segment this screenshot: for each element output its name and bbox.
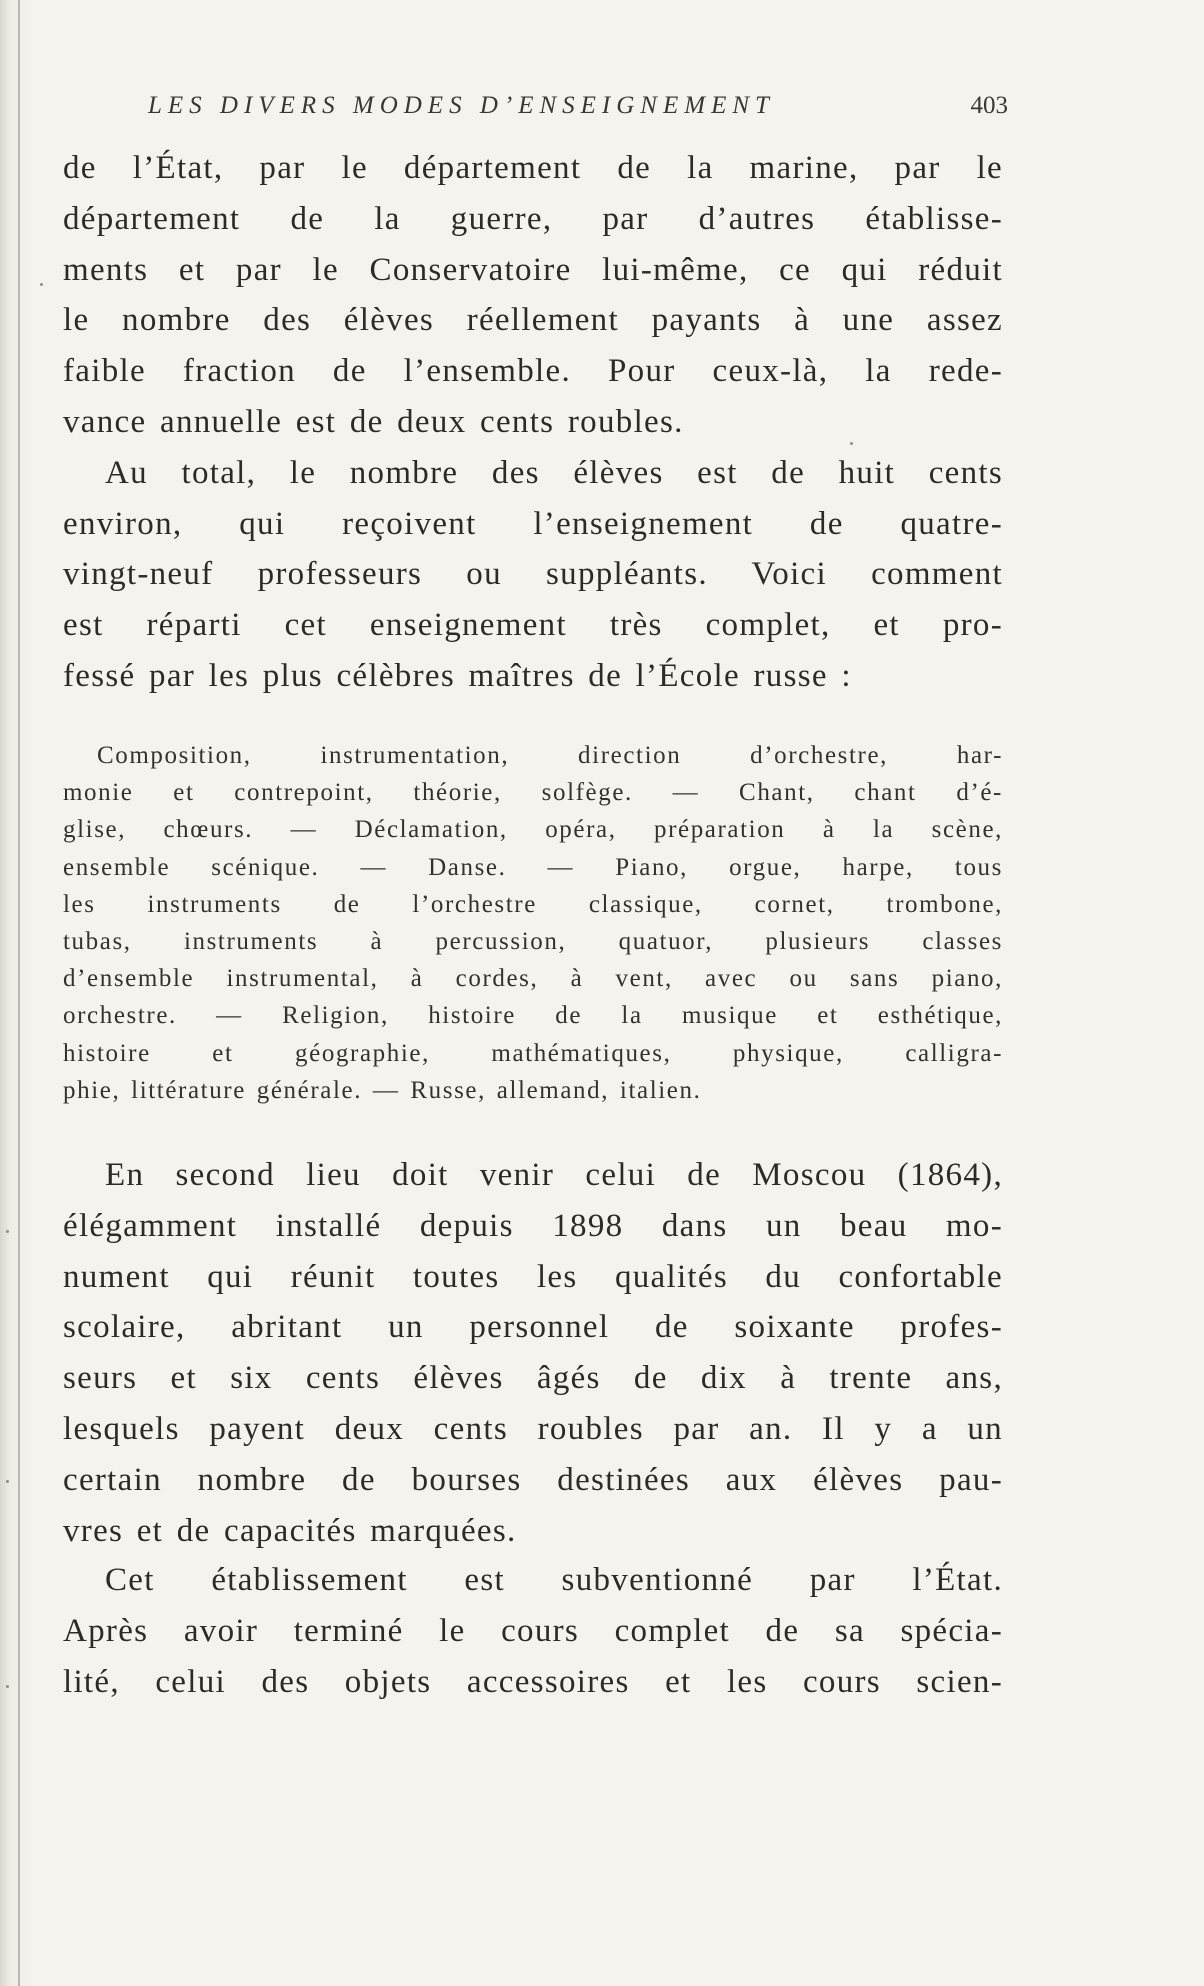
text-line: vingt-neuf professeurs ou suppléants. Voici comment	[63, 556, 1003, 593]
text-line: est réparti cet enseignement très complet, et pro-	[63, 607, 1003, 644]
scan-speck	[850, 442, 853, 445]
text-line: fessé par les plus célèbres maîtres de l’École russe :	[63, 657, 852, 694]
text-line: le nombre des élèves réellement payants à une assez	[63, 302, 1003, 339]
course-list-line: ensemble scénique. — Danse. — Piano, orgue, harpe, tous	[63, 853, 1003, 881]
text-line: ments et par le Conservatoire lui-même, ce qui réduit	[63, 251, 1003, 288]
text-line: département de la guerre, par d’autres établisse-	[63, 200, 1003, 237]
paragraph-1	[63, 143, 1003, 702]
scan-speck	[6, 1685, 9, 1688]
course-list	[63, 737, 1003, 1109]
page-gutter	[0, 0, 34, 1986]
text-line: de l’État, par le département de la marine, par le	[63, 150, 1003, 186]
text-line: seurs et six cents élèves âgés de dix à trente ans,	[63, 1360, 1003, 1397]
course-list-line: Composition, instrumentation, direction d’orchestre, har-	[97, 742, 1003, 769]
course-list-line: tubas, instruments à percussion, quatuor, plusieurs classes	[63, 928, 1003, 956]
text-line: élégamment installé depuis 1898 dans un beau mo-	[63, 1207, 1003, 1244]
text-line: vance annuelle est de deux cents roubles.	[63, 403, 684, 440]
course-list-line: glise, chœurs. — Déclamation, opéra, préparation à la scène,	[63, 816, 1003, 844]
text-line: faible fraction de l’ensemble. Pour ceux-là, la rede-	[63, 353, 1003, 390]
course-list-line: d’ensemble instrumental, à cordes, à vent, avec ou sans piano,	[63, 965, 1003, 993]
course-list-line: orchestre. — Religion, histoire de la musique et esthétique,	[63, 1002, 1003, 1030]
course-list-line: histoire et géographie, mathématiques, physique, calligra-	[63, 1039, 1003, 1067]
text-line: Au total, le nombre des élèves est de huit cents	[105, 454, 1003, 491]
text-line: scolaire, abritant un personnel de soixante profes-	[63, 1309, 1003, 1346]
text-line: nument qui réunit toutes les qualités du confortable	[63, 1258, 1003, 1295]
text-line: En second lieu doit venir celui de Moscou (1864),	[105, 1157, 1003, 1193]
course-list-line: monie et contrepoint, théorie, solfège. — Chant, chant d’é-	[63, 779, 1003, 807]
course-list-line: phie, littérature générale. — Russe, allemand, italien.	[63, 1076, 702, 1104]
text-line: Cet établissement est subventionné par l’État.	[105, 1562, 1003, 1598]
course-list-line: les instruments de l’orchestre classique, cornet, trombone,	[63, 890, 1003, 918]
page-header	[148, 92, 1008, 126]
page-number: 403	[970, 92, 1008, 119]
scan-speck	[6, 1230, 9, 1233]
text-line: Après avoir terminé le cours complet de sa spécia-	[63, 1612, 1003, 1649]
binding-edge	[18, 0, 20, 1986]
text-line: lesquels payent deux cents roubles par an. Il y a un	[63, 1410, 1003, 1447]
scan-speck	[40, 283, 43, 286]
paragraph-3	[63, 1150, 1003, 1556]
running-title: LES DIVERS MODES D’ENSEIGNEMENT	[148, 92, 775, 119]
text-line: vres et de capacités marquées.	[63, 1512, 517, 1549]
text-line: certain nombre de bourses destinées aux élèves pau-	[63, 1461, 1003, 1498]
paragraph-4	[63, 1555, 1003, 1707]
text-line: environ, qui reçoivent l’enseignement de quatre-	[63, 505, 1003, 542]
text-line: lité, celui des objets accessoires et les cours scien-	[63, 1663, 1003, 1700]
scan-speck	[6, 1480, 9, 1483]
